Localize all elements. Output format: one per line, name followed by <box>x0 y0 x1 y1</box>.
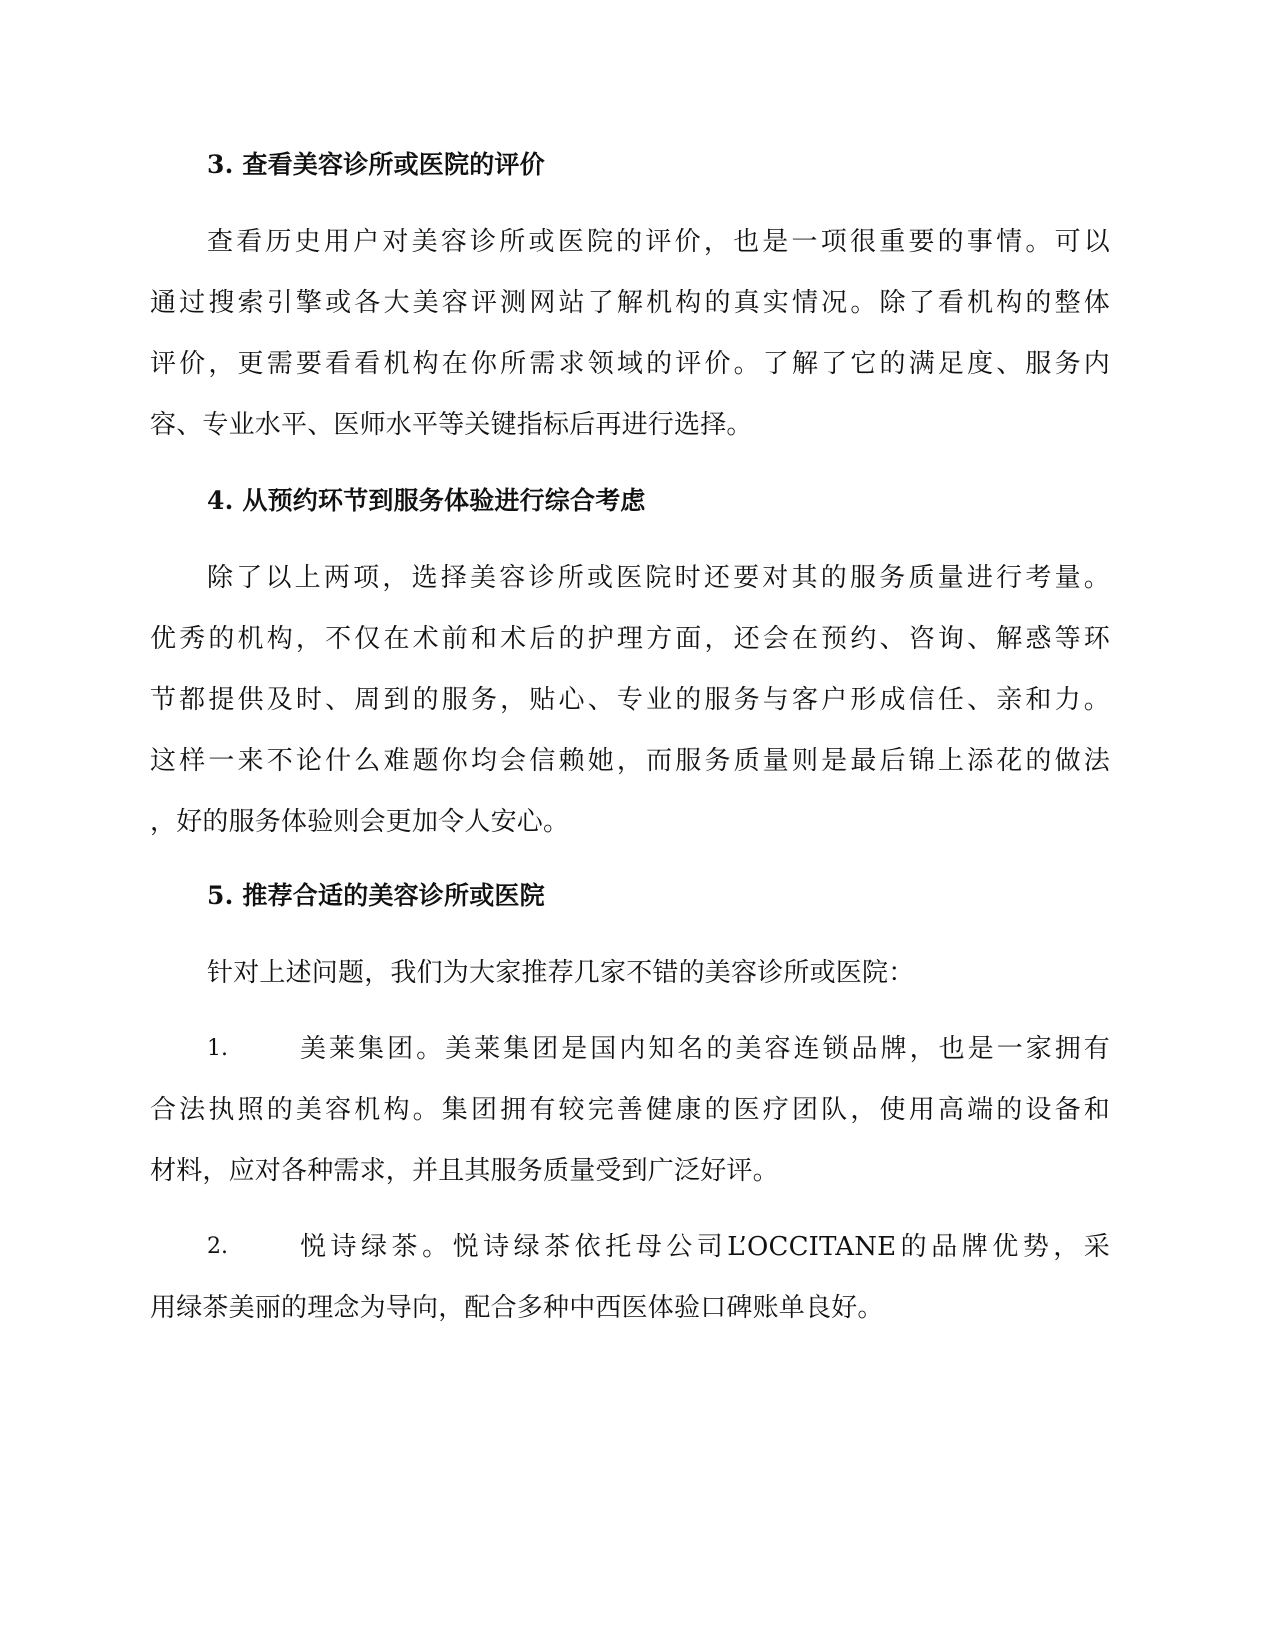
list-item-line: 美莱集团。美莱集团是国内知名的美容连锁品牌，也是一家拥有 <box>300 1034 1110 1064</box>
list-item-line: 材料，应对各种需求，并且其服务质量受到广泛好评。 <box>150 1156 779 1186</box>
list-item-line: 悦诗绿茶。悦诗绿茶依托母公司L’OCCITANE的品牌优势，采 <box>300 1232 1110 1262</box>
paragraph-line: 评价，更需要看看机构在你所需求领域的评价。了解了它的满足度、服务内 <box>150 349 1110 379</box>
paragraph-line: 通过搜索引擎或各大美容评测网站了解机构的真实情况。除了看机构的整体 <box>150 288 1110 318</box>
section-heading-3: 3. 查看美容诊所或医院的评价 <box>207 150 545 179</box>
list-number: 1. <box>207 1036 228 1061</box>
paragraph-line: 节都提供及时、周到的服务，贴心、专业的服务与客户形成信任、亲和力。 <box>150 685 1110 715</box>
paragraph-line: 优秀的机构，不仅在术前和术后的护理方面，还会在预约、咨询、解惑等环 <box>150 624 1110 654</box>
paragraph-line: 容、专业水平、医师水平等关键指标后再进行选择。 <box>150 410 753 440</box>
paragraph-line: 除了以上两项，选择美容诊所或医院时还要对其的服务质量进行考量。 <box>207 563 1110 593</box>
intro-line: 针对上述问题，我们为大家推荐几家不错的美容诊所或医院： <box>207 958 915 988</box>
paragraph-line: 这样一来不论什么难题你均会信赖她，而服务质量则是最后锦上添花的做法 <box>150 746 1110 776</box>
section-heading-4: 4. 从预约环节到服务体验进行综合考虑 <box>207 486 646 515</box>
list-item-line: 用绿茶美丽的理念为导向，配合多种中西医体验口碑账单良好。 <box>150 1293 884 1323</box>
section-heading-5: 5. 推荐合适的美容诊所或医院 <box>207 881 545 910</box>
list-item-line: 合法执照的美容机构。集团拥有较完善健康的医疗团队，使用高端的设备和 <box>150 1095 1110 1125</box>
paragraph-line: ，好的服务体验则会更加令人安心。 <box>150 807 570 837</box>
list-number: 2. <box>207 1234 228 1259</box>
paragraph-line: 查看历史用户对美容诊所或医院的评价，也是一项很重要的事情。可以 <box>207 227 1110 257</box>
